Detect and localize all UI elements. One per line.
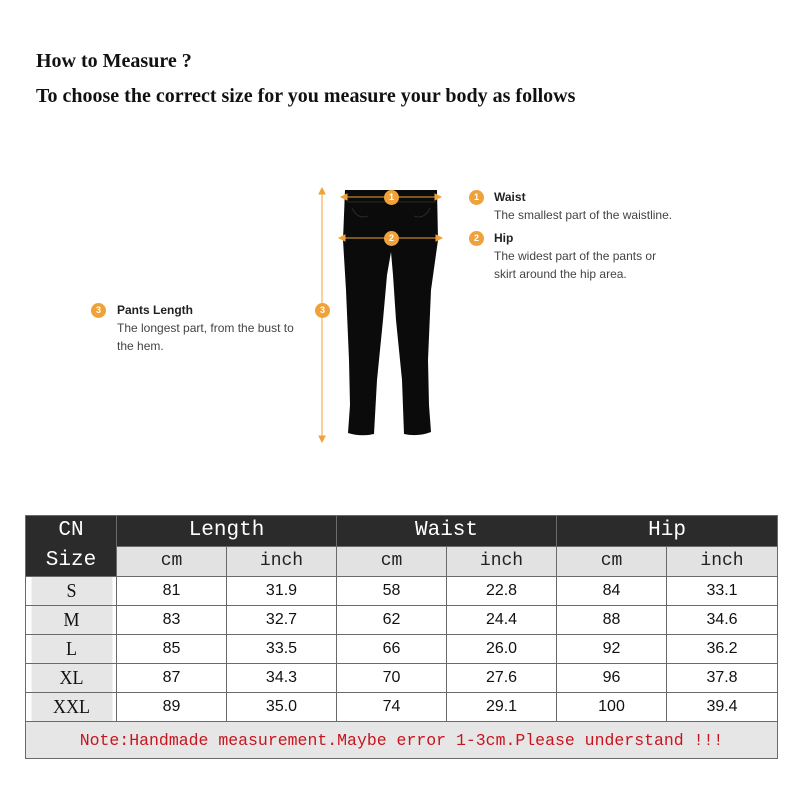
table-cell: 27.6: [447, 664, 557, 693]
table-cell: 66: [337, 635, 447, 664]
size-label-cell: L: [30, 635, 112, 664]
table-cell: 70: [337, 664, 447, 693]
size-label-cell: XXL: [30, 693, 112, 722]
page-title: How to Measure ?: [36, 50, 192, 72]
waist-label-desc: The smallest part of the waistline.: [494, 208, 673, 222]
table-row: [26, 664, 778, 693]
table-row: [26, 693, 778, 722]
table-cell: 26.0: [447, 635, 557, 664]
table-header-row: [26, 516, 778, 547]
table-cell: 81: [117, 577, 227, 606]
length-label-desc-line2: the hem.: [117, 339, 164, 353]
size-label-cell: S: [30, 577, 112, 606]
table-cell: 37.8: [667, 664, 778, 693]
corner-header-cell: [26, 516, 117, 577]
table-cell: 34.3: [227, 664, 337, 693]
waist-badge-icon: 1: [469, 190, 484, 205]
table-cell: 32.7: [227, 606, 337, 635]
table-cell: 89: [117, 693, 227, 722]
table-cell: 62: [337, 606, 447, 635]
group-header-hip: Hip: [557, 516, 778, 547]
table-cell: 83: [117, 606, 227, 635]
unit-header-cell: inch: [447, 546, 557, 577]
table-cell: 36.2: [667, 635, 778, 664]
unit-header-cell: cm: [117, 546, 227, 577]
hip-badge-icon: 2: [469, 231, 484, 246]
unit-header-row: [26, 546, 778, 577]
size-chart-table: [25, 515, 778, 759]
corner-header-bottom: Size: [45, 549, 97, 572]
pants-shape: [343, 190, 438, 435]
table-row: [26, 577, 778, 606]
table-cell: 39.4: [667, 693, 778, 722]
table-cell: 85: [117, 635, 227, 664]
group-header-waist: Waist: [337, 516, 557, 547]
note-row: [26, 722, 778, 759]
unit-header-cell: cm: [337, 546, 447, 577]
size-label-cell: M: [30, 606, 112, 635]
length-label-desc-line1: The longest part, from the bust to: [117, 321, 294, 335]
waist-label-title: Waist: [494, 190, 526, 204]
table-cell: 92: [557, 635, 667, 664]
measurement-diagram: [0, 180, 800, 450]
waist-marker-icon: 1: [384, 190, 399, 205]
table-cell: 29.1: [447, 693, 557, 722]
hip-label-desc-line1: The widest part of the pants or: [494, 249, 657, 263]
table-row: [26, 635, 778, 664]
table-cell: 74: [337, 693, 447, 722]
table-cell: 24.4: [447, 606, 557, 635]
hip-label-desc-line2: skirt around the hip area.: [494, 267, 627, 281]
table-cell: 100: [557, 693, 667, 722]
length-label-title: Pants Length: [117, 303, 194, 317]
length-badge-icon: 3: [91, 303, 106, 318]
page-subtitle: To choose the correct size for you measure your body as follows: [36, 85, 576, 107]
table-row: [26, 606, 778, 635]
table-cell: 96: [557, 664, 667, 693]
corner-header-top: CN: [58, 519, 84, 542]
table-cell: 88: [557, 606, 667, 635]
unit-header-cell: cm: [557, 546, 667, 577]
length-marker-icon: 3: [315, 303, 330, 318]
table-cell: 34.6: [667, 606, 778, 635]
hip-marker-icon: 2: [384, 231, 399, 246]
table-cell: 58: [337, 577, 447, 606]
table-cell: 22.8: [447, 577, 557, 606]
table-cell: 84: [557, 577, 667, 606]
measurement-note: Note:Handmade measurement.Maybe error 1-3cm.Please understand !!!: [26, 722, 778, 759]
unit-header-cell: inch: [667, 546, 778, 577]
group-header-length: Length: [117, 516, 337, 547]
hip-label-title: Hip: [494, 231, 514, 245]
size-label-cell: XL: [30, 664, 112, 693]
table-cell: 31.9: [227, 577, 337, 606]
unit-header-cell: inch: [227, 546, 337, 577]
table-cell: 33.1: [667, 577, 778, 606]
table-cell: 87: [117, 664, 227, 693]
table-cell: 35.0: [227, 693, 337, 722]
table-cell: 33.5: [227, 635, 337, 664]
